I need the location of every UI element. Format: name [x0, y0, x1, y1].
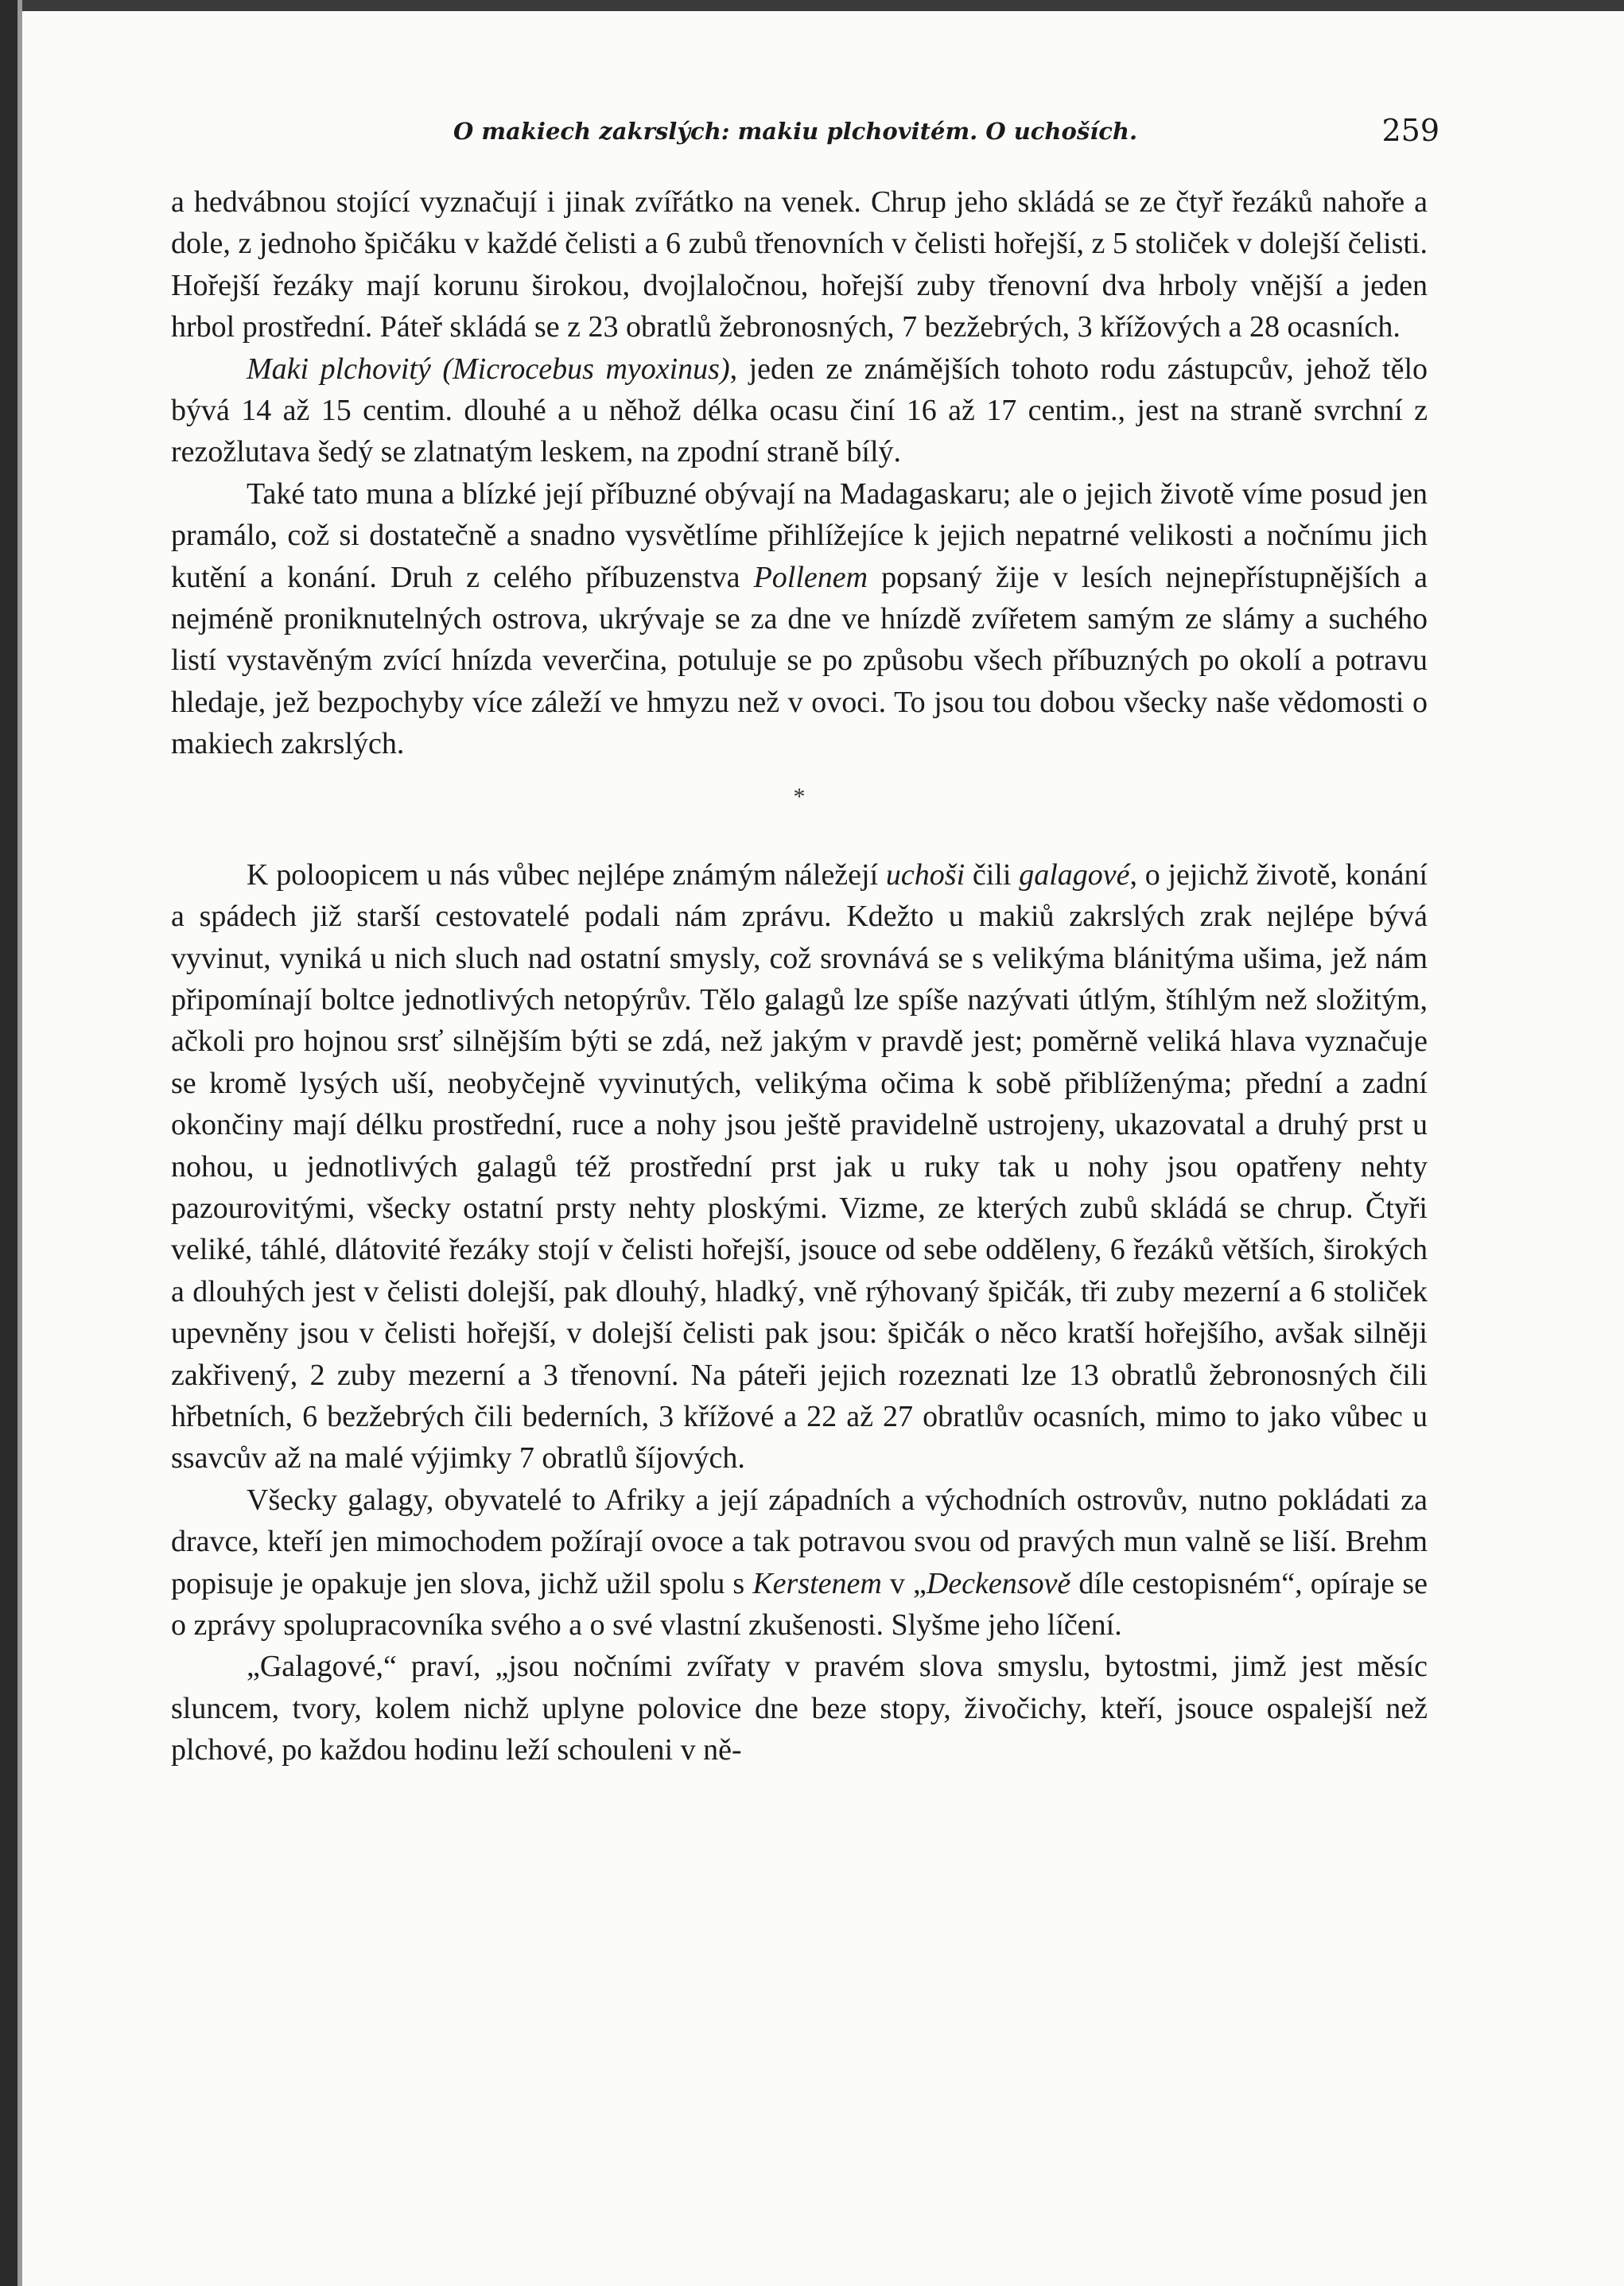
text-run: Všecky galagy, obyvatelé to Afriky a její západních a východních ostrovův, nutno pokládati za dravce, kteří jen mimochodem požírají ovoce a tak potravou svou od pravých mun valně se liší. Brehm popisuje je opakuje jen slova, jichž užil spolu s [171, 1483, 1428, 1600]
text-run: , jeden ze známějších tohoto rodu zástupcův, jehož tělo bývá 14 až 15 centim. dlouhé a u něhož délka ocasu činí 16 až 17 centim., jest na straně svrchní z rezožlutava šedý se zlatnatým leskem, na zpodní straně bílý. [171, 352, 1428, 469]
section-separator: * [793, 783, 806, 810]
paragraph [171, 854, 1428, 1479]
italic-text: Kerstenem [752, 1566, 882, 1600]
scan-edge-shadow [17, 0, 22, 2286]
scan-edge-left [0, 0, 17, 2286]
paragraph [171, 473, 1428, 765]
italic-text: galagové [1019, 857, 1130, 892]
text-run: Také tato muna a blízké její příbuzné obývají na Madagaskaru; ale o jejich životě víme posud jen pramálo, což si dostatečně a snadno vysvětlíme přihlížejíce k jejich nepatrné velikosti a nočnímu jich kutění a konání. Druh z celého příbuzenstva [171, 476, 1428, 594]
paragraph [171, 1646, 1428, 1771]
italic-text: Maki plchovitý (Microcebus myoxinus) [247, 352, 730, 386]
body-text [171, 181, 1428, 1771]
text-run: díle cestopisném“, opíraje se o zprávy spolupracovníka svého a o své vlastní zkušenosti. Slyšme jeho líčení. [171, 1566, 1428, 1642]
page-header [167, 111, 1439, 159]
text-run: „Galagové,“ praví, „jsou nočními zvířaty v pravém slova smyslu, bytostmi, jimž jest měsíc sluncem, tvory, kolem nichž uplyne polovice dne beze stopy, živočichy, kteří, jsouce ospalejší než plchové, po každou hodinu leží schouleni v ně- [171, 1650, 1428, 1767]
text-run: a hedvábnou stojící vyznačují i jinak zvířátko na venek. Chrup jeho skládá se ze čtyř řezáků nahoře a dole, z jednoho špičáku v každé čelisti a 6 zubů třenovních v čelisti hořejší, z 5 stoliček v dolejší čelisti. Hořejší řezáky mají korunu širokou, dvojlaločnou, hořejší zuby třenovní dva hrboly vnější a jeden hrbol prostřední. Páteř skládá se z 23 obratlů žebronosných, 7 bezžebrých, 3 křížových a 28 ocasních. [171, 185, 1428, 344]
text-run: v „ [881, 1566, 927, 1600]
text-run: K poloopicem u nás vůbec nejlépe známým náležejí [247, 857, 886, 892]
italic-text: Deckensově [926, 1566, 1071, 1600]
text-run: popsaný žije v lesích nejnepřístupnějších a nejméně proniknutelných ostrova, ukrývaje se za dne ve hnízdě zvířetem samým ze slámy a suchého listí vystavěným zvící hnízda veverčina, potuluje se po způsobu všech příbuzných po okolí a potravu hledaje, jež bezpochyby více záleží ve hmyzu než v ovoci. To jsou tou dobou všecky naše vědomosti o makiech zakrslých. [171, 560, 1428, 761]
italic-text: uchoši [885, 857, 965, 892]
page-number: 259 [1381, 113, 1439, 148]
text-run: čili [965, 857, 1020, 892]
italic-text: Pollenem [753, 560, 868, 594]
running-head: O makiech zakrslých: makiu plchovitém. O uchoších. [453, 118, 1138, 145]
paragraph [171, 181, 1428, 348]
paragraph [171, 348, 1428, 473]
paragraph [171, 1479, 1428, 1646]
text-run: , o jejichž životě, konání a spádech již starší cestovatelé podali nám zprávu. Kdežto u makiů zakrslých zrak nejlépe bývá vyvinut, vyniká u nich sluch nad ostatní smysly, což srovnává se s velikýma blánitýma ušima, jež nám připomínají boltce jednotlivých netopýrův. Tělo galagů lze spíše nazývati útlým, štíhlým než složitým, ačkoli pro hojnou srsť silnějším býti se zdá, než jakým v pravdě jest; poměrně veliká hlava vyznačuje se kromě lysých uší, neobyčejně vyvinutých, velikýma očima k sobě přiblíženýma; přední a zadní okončiny mají délku prostřední, ruce a nohy jsou ještě pravidelně ustrojeny, ukazovatal a druhý prst u nohou, u jednotlivých galagů též prostřední prst jak u ruky tak u nohy jsou opatřeny nehty pazourovitými, všecky ostatní prsty nehty ploskými. Vizme, ze kterých zubů skládá se chrup. Čtyři veliké, táhlé, dlátovité řezáky stojí v čelisti hořejší, jsouce od sebe odděleny, 6 řezáků větších, širokých a dlouhých jest v čelisti dolejší, pak dlouhý, hladký, vně rýhovaný špičák, tři zuby mezerní a 6 stoliček upevněny jsou v čelisti hořejší, v dolejší čelisti pak jsou: špičák o něco kratší hořejšího, avšak silněji zakřivený, 2 zuby mezerní a 3 třenovní. Na páteři jejich rozeznati lze 13 obratlů žebronosných čili hřbetních, 6 bezžebrých čili bederních, 3 křížové a 22 až 27 obratlův ocasních, mimo to jako vůbec u ssavcův až na malé výjimky 7 obratlů šíjových. [171, 857, 1428, 1475]
scan-edge-top [0, 0, 1624, 11]
